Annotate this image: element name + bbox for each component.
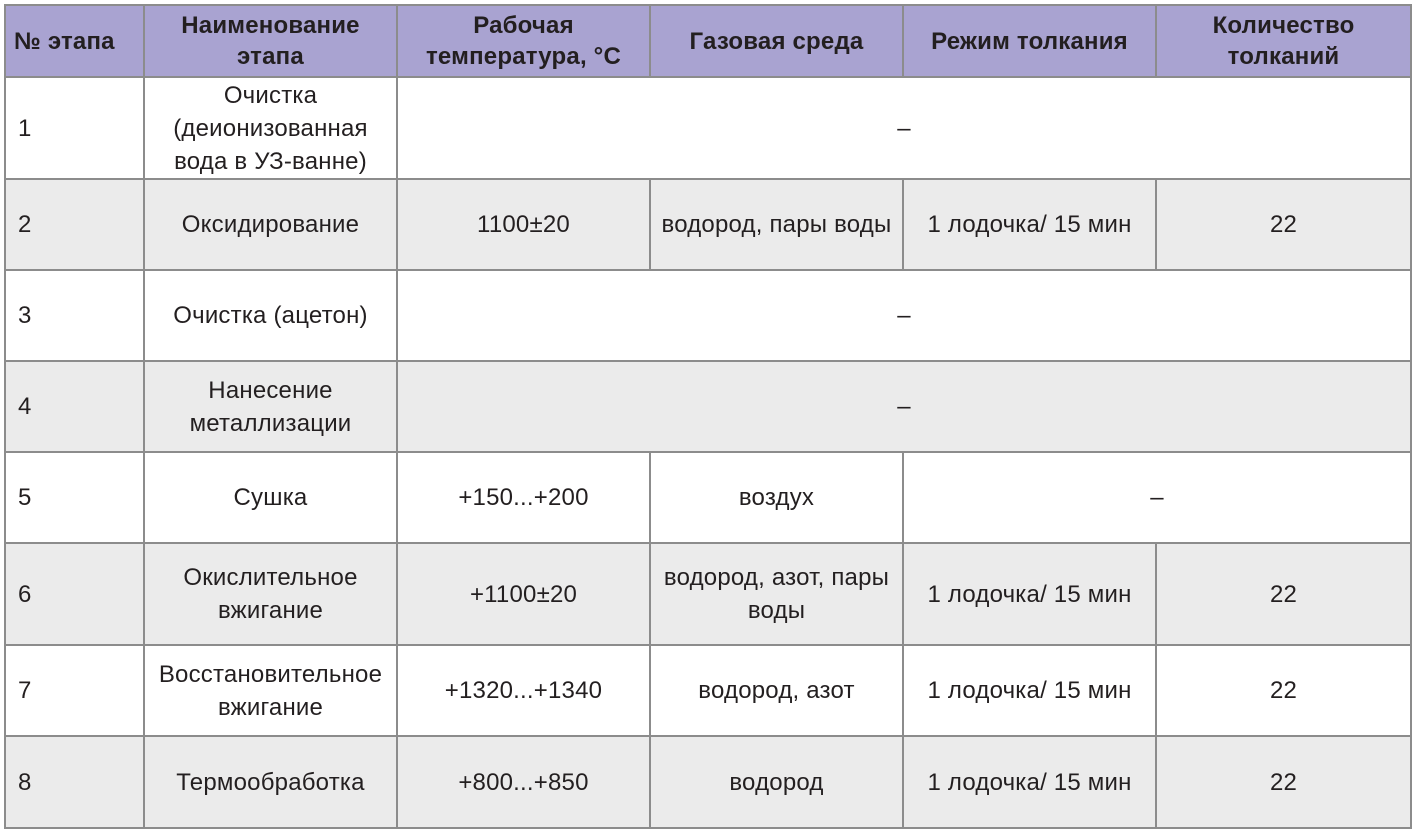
table-row-7: [5, 645, 1411, 736]
header-push-mode: Режим толкания: [903, 5, 1156, 77]
table-row-5: [5, 452, 1411, 543]
cell-stage-number: 6: [5, 543, 144, 645]
cell-stage-number: 5: [5, 452, 144, 543]
cell-temperature: +150...+200: [397, 452, 650, 543]
header-working-temperature: Рабочая температура, °C: [397, 5, 650, 77]
cell-merged-not-applicable: –: [397, 361, 1411, 452]
cell-gas-environment: водород: [650, 736, 903, 828]
cell-stage-name: Очистка (деионизованная вода в УЗ-ванне): [144, 77, 397, 179]
table-header: [5, 5, 1411, 77]
table-row-4: [5, 361, 1411, 452]
cell-stage-number: 2: [5, 179, 144, 270]
cell-temperature: +1320...+1340: [397, 645, 650, 736]
cell-gas-environment: водород, азот, пары воды: [650, 543, 903, 645]
cell-push-mode: 1 лодочка/ 15 мин: [903, 645, 1156, 736]
table-row-1: [5, 77, 1411, 179]
cell-push-mode: 1 лодочка/ 15 мин: [903, 736, 1156, 828]
cell-push-mode: 1 лодочка/ 15 мин: [903, 179, 1156, 270]
cell-temperature: 1100±20: [397, 179, 650, 270]
table-row-2: [5, 179, 1411, 270]
process-stages-table: [4, 4, 1412, 829]
cell-push-count: 22: [1156, 736, 1411, 828]
cell-push-count: 22: [1156, 543, 1411, 645]
cell-merged-not-applicable: –: [397, 77, 1411, 179]
cell-temperature: +800...+850: [397, 736, 650, 828]
cell-gas-environment: водород, пары воды: [650, 179, 903, 270]
cell-stage-number: 8: [5, 736, 144, 828]
table-row-3: [5, 270, 1411, 361]
cell-merged-not-applicable: –: [397, 270, 1411, 361]
cell-gas-environment: водород, азот: [650, 645, 903, 736]
cell-stage-number: 4: [5, 361, 144, 452]
cell-stage-name: Термообработка: [144, 736, 397, 828]
header-stage-name: Наименование этапа: [144, 5, 397, 77]
header-row: [5, 5, 1411, 77]
cell-push-count: 22: [1156, 179, 1411, 270]
cell-stage-number: 1: [5, 77, 144, 179]
cell-temperature: +1100±20: [397, 543, 650, 645]
header-push-count: Количество толканий: [1156, 5, 1411, 77]
header-gas-environment: Газовая среда: [650, 5, 903, 77]
cell-stage-name: Сушка: [144, 452, 397, 543]
cell-gas-environment: воздух: [650, 452, 903, 543]
table-row-6: [5, 543, 1411, 645]
cell-push-count: 22: [1156, 645, 1411, 736]
cell-push-mode: 1 лодочка/ 15 мин: [903, 543, 1156, 645]
cell-stage-name: Восстановительное вжигание: [144, 645, 397, 736]
cell-stage-number: 3: [5, 270, 144, 361]
table-body: [5, 77, 1411, 828]
cell-stage-name: Очистка (ацетон): [144, 270, 397, 361]
cell-stage-number: 7: [5, 645, 144, 736]
cell-stage-name: Окислительное вжигание: [144, 543, 397, 645]
header-stage-number: № этапа: [5, 5, 144, 77]
cell-merged-not-applicable: –: [903, 452, 1411, 543]
cell-stage-name: Оксидирование: [144, 179, 397, 270]
cell-stage-name: Нанесение металлизации: [144, 361, 397, 452]
table-row-8: [5, 736, 1411, 828]
